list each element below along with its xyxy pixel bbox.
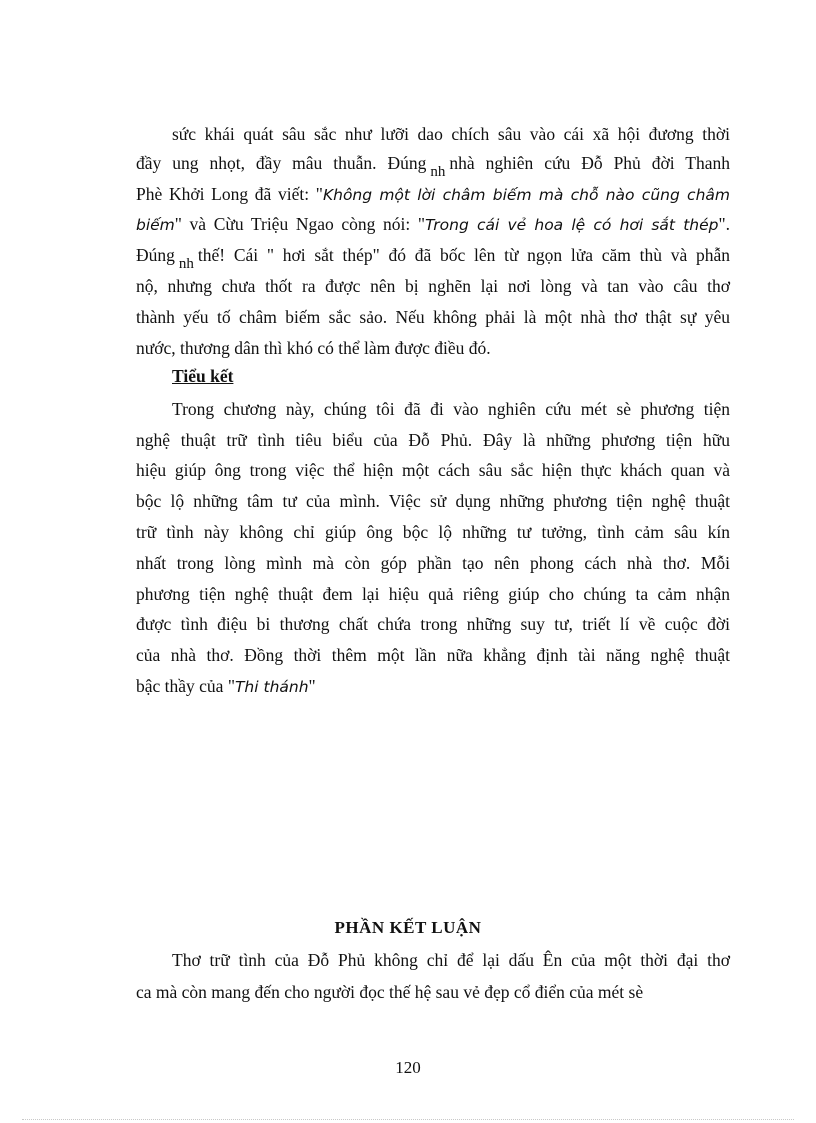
quote-italic: Trong cái vẻ hoa lệ có hơi sắt thép — [425, 216, 719, 234]
text-line: nhất trong lòng mình mà còn góp phần tạo nên phong cách nhà thơ. Mỗi — [136, 553, 730, 573]
text-line: bộc lộ những tâm tư của mình. Việc sử dụng những phương tiện nghệ thuật — [136, 491, 730, 511]
text-line: thành yếu tố châm biếm sắc sảo. Nếu không phải là một nhà thơ thật sự yêu — [136, 307, 730, 327]
text-line: Phè Khởi Long đã viết: "Không một lời châm biếm mà chỗ nào cũng châm — [136, 184, 730, 204]
text-line: Trong chương này, chúng tôi đã đi vào nghiên cứu mét sè phương tiện — [172, 399, 730, 419]
text-line: bậc thầy của "Thi thánh" — [136, 676, 316, 696]
quote-italic: biếm — [136, 216, 175, 234]
quote-italic: Không một lời châm biếm mà chỗ nào cũng châm — [322, 186, 730, 204]
text-line: được tình điệu bi thương chất chứa trong những suy tư, triết lí về cuộc đời — [136, 614, 730, 634]
page-border — [22, 1119, 794, 1120]
text-line: của nhà thơ. Đồng thời thêm một lần nữa khẳng định tài năng nghệ thuật — [136, 645, 730, 665]
section-title: PHẦN KẾT LUẬN — [334, 918, 482, 937]
subscript-mark: nh — [430, 164, 446, 180]
text-line: nghệ thuật trữ tình tiêu biểu của Đỗ Phủ. Đây là những phương tiện hữu — [136, 430, 730, 450]
subscript-mark: nh — [178, 256, 194, 272]
text-line: biếm" và Cừu Triệu Ngao còng nói: "Trong cái vẻ hoa lệ có hơi sắt thép". — [136, 214, 730, 234]
text-line: đầy ung nhọt, đầy mâu thuẫn. Đúng nh nhà nghiên cứu Đỗ Phủ đời Thanh — [136, 153, 731, 180]
text-line: sức khái quát sâu sắc như lưỡi dao chích sâu vào cái xã hội đương thời — [172, 124, 730, 144]
text-line: nước, thương dân thì khó có thể làm được điều đó. — [136, 338, 491, 358]
text-line: ca mà còn mang đến cho người đọc thế hệ sau vẻ đẹp cổ điển của mét sè — [136, 982, 644, 1002]
quote-italic: Thi thánh — [234, 678, 309, 696]
text-line: hiệu giúp ông trong việc thể hiện một cách sâu sắc hiện thực khách quan và — [136, 460, 730, 480]
text-line: trữ tình này không chỉ giúp ông bộc lộ những tư tưởng, tình cảm sâu kín — [136, 522, 730, 542]
text-line: Thơ trữ tình của Đỗ Phủ không chỉ để lại dấu Ên của một thời đại thơ — [172, 950, 730, 970]
subsection-heading: Tiểu kết — [172, 366, 234, 386]
page-number: 120 — [395, 1058, 421, 1077]
text-line: phương tiện nghệ thuật đem lại hiệu quả riêng giúp cho chúng ta cảm nhận — [136, 584, 730, 604]
text-line: Đúng nh thế! Cái " hơi sắt thép" đó đã bốc lên từ ngọn lửa căm thù và phẫn — [136, 245, 730, 272]
text-line: nộ, nhưng chưa thốt ra được nên bị nghẽn lại nơi lòng và tan vào câu thơ — [136, 276, 730, 296]
